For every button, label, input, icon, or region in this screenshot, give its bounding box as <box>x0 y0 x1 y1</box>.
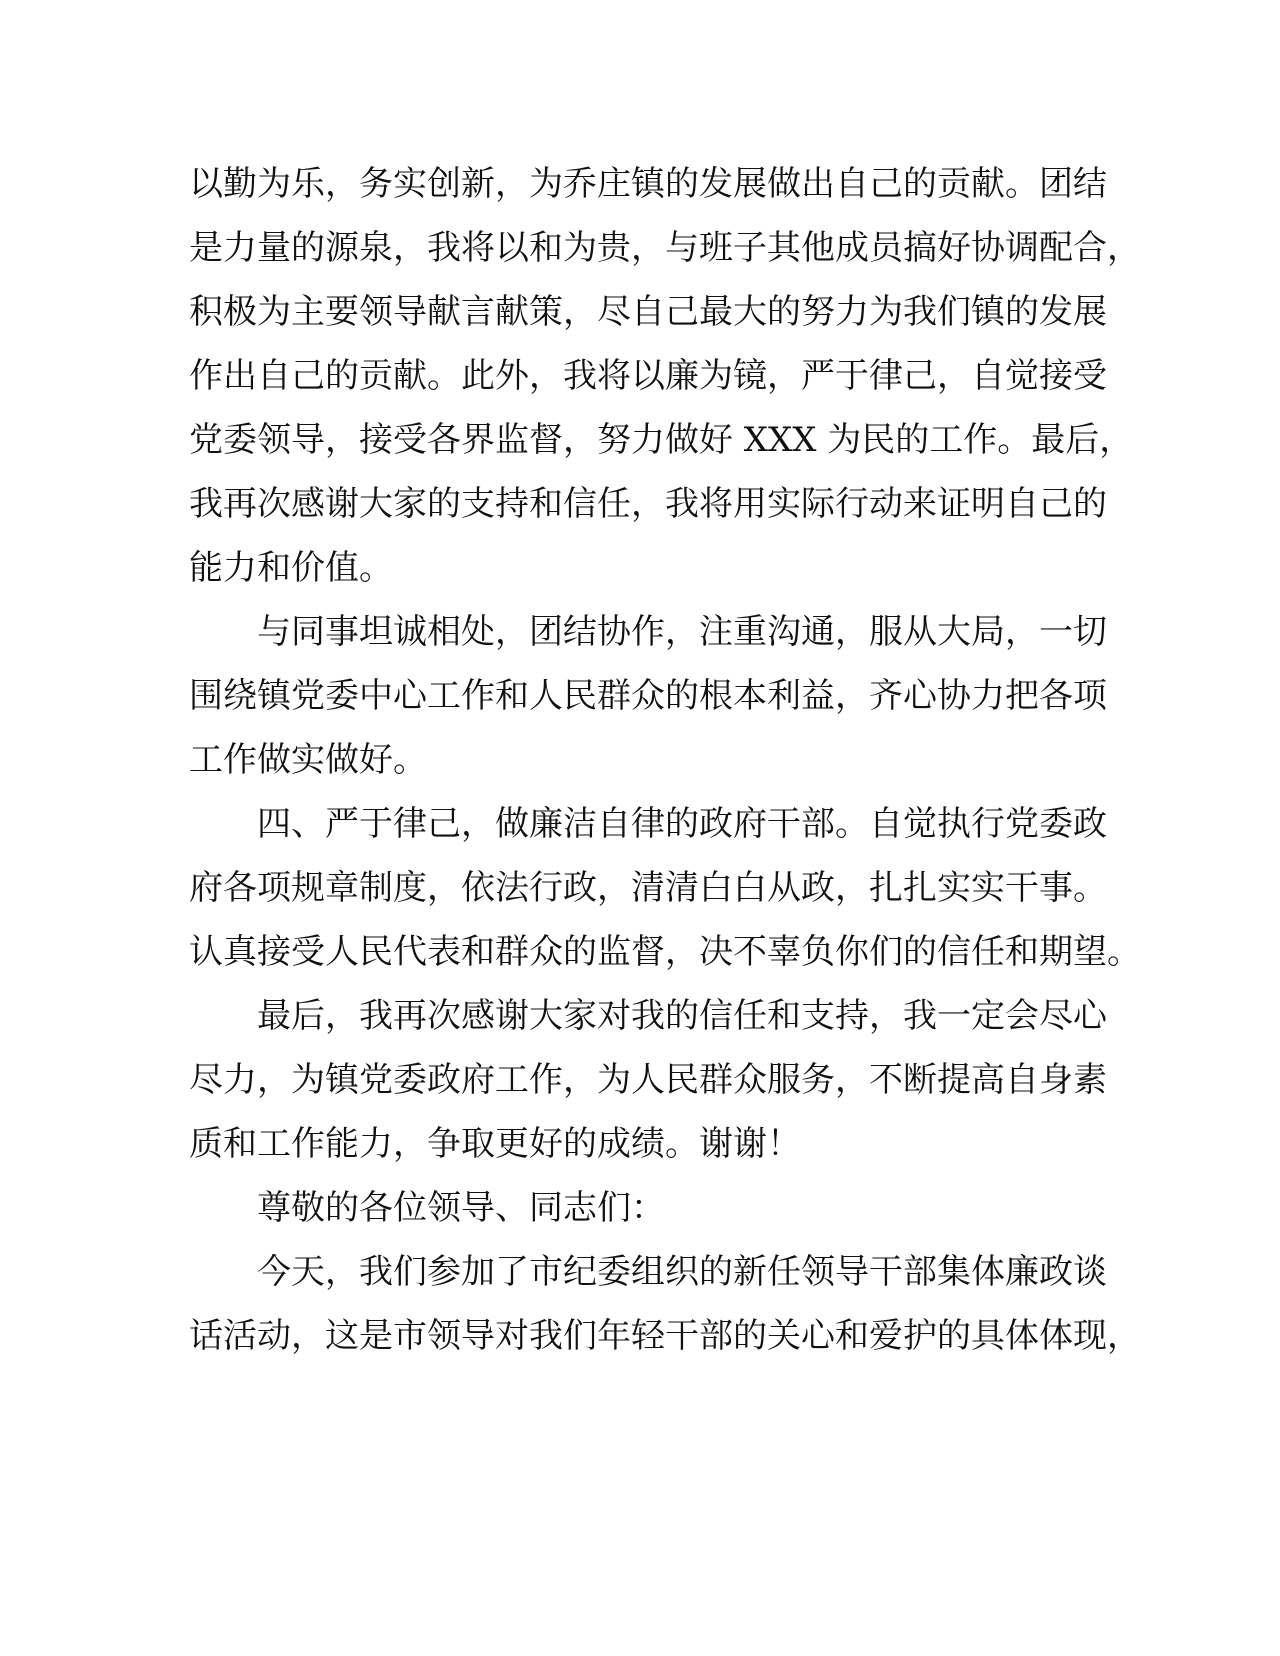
text-line: 是力量的源泉，我将以和为贵，与班子其他成员搞好协调配合， <box>189 228 1141 268</box>
text-line: 尽力，为镇党委政府工作，为人民群众服务，不断提高自身素 <box>189 1060 1107 1100</box>
text-line: 工作做实做好。 <box>189 740 427 780</box>
text-line: 围绕镇党委中心工作和人民群众的根本利益，齐心协力把各项 <box>189 676 1107 716</box>
text-line: 认真接受人民代表和群众的监督，决不辜负你们的信任和期望。 <box>189 932 1141 972</box>
paragraph-first-line: 四、严于律己，做廉洁自律的政府干部。自觉执行党委政 <box>257 804 1107 844</box>
paragraph-first-line: 最后，我再次感谢大家对我的信任和支持，我一定会尽心 <box>257 996 1107 1036</box>
text-line: 以勤为乐，务实创新，为乔庄镇的发展做出自己的贡献。团结 <box>189 164 1107 204</box>
text-line: 党委领导，接受各界监督，努力做好 XXX 为民的工作。最后， <box>189 420 1134 460</box>
salutation: 尊敬的各位领导、同志们： <box>257 1188 665 1228</box>
text-line: 积极为主要领导献言献策，尽自己最大的努力为我们镇的发展 <box>189 292 1107 332</box>
text-line: 我再次感谢大家的支持和信任，我将用实际行动来证明自己的 <box>189 484 1107 524</box>
text-line: 作出自己的贡献。此外，我将以廉为镜，严于律己，自觉接受 <box>189 356 1107 396</box>
text-line: 能力和价值。 <box>189 548 393 588</box>
text-line: 府各项规章制度，依法行政，清清白白从政，扎扎实实干事。 <box>189 868 1107 908</box>
text-line: 话活动，这是市领导对我们年轻干部的关心和爱护的具体体现， <box>189 1316 1141 1356</box>
text-line: 质和工作能力，争取更好的成绩。谢谢！ <box>189 1124 801 1164</box>
paragraph-first-line: 今天，我们参加了市纪委组织的新任领导干部集体廉政谈 <box>257 1252 1107 1292</box>
paragraph-first-line: 与同事坦诚相处，团结协作，注重沟通，服从大局，一切 <box>257 612 1107 652</box>
